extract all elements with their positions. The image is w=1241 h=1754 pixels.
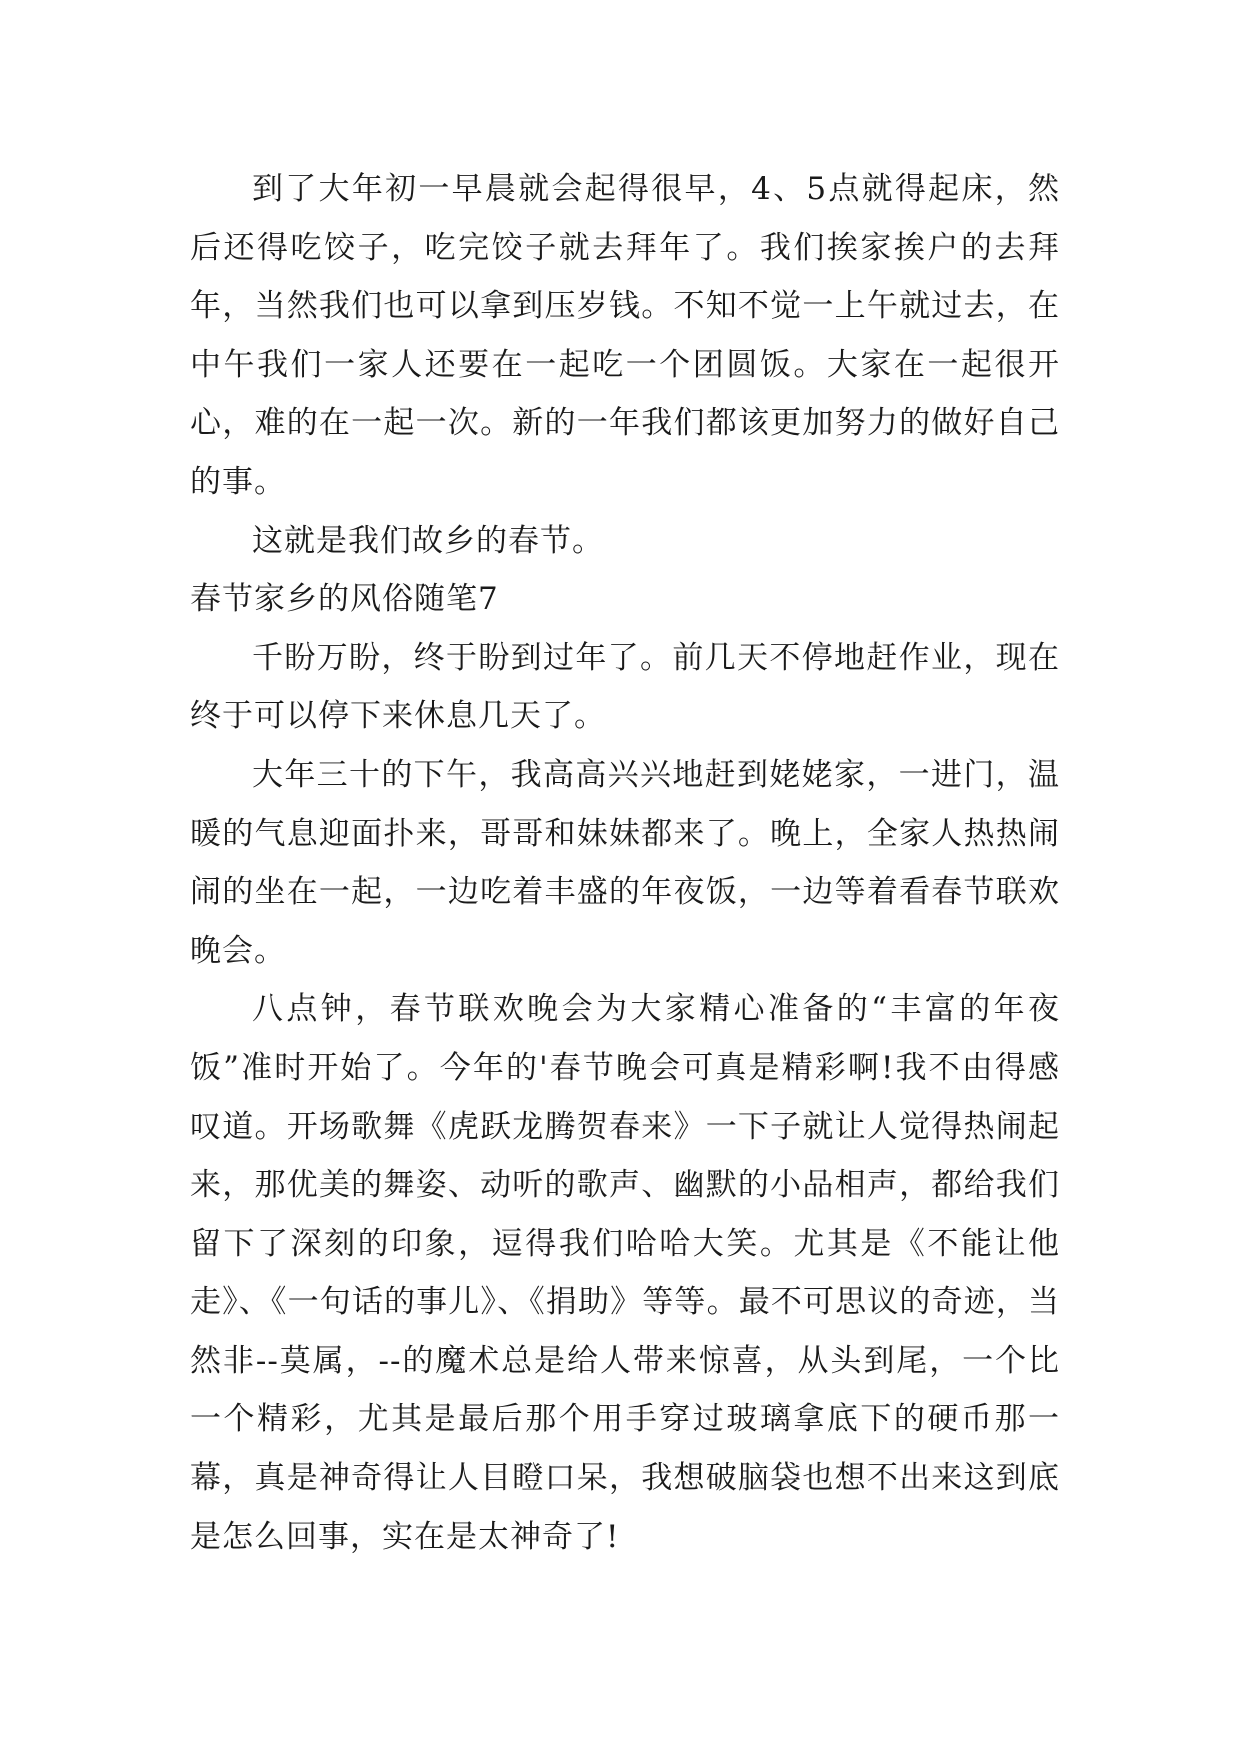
paragraph-new-years-eve: 大年三十的下午，我高高兴兴地赶到姥姥家，一进门，温暖的气息迎面扑来，哥哥和妹妹都来了。晚上，全家人热热闹闹的坐在一起，一边吃着丰盛的年夜饭，一边等着看春节联欢晚会。 (190, 756, 1060, 969)
section-heading: 春节家乡的风俗随笔7 (190, 581, 499, 618)
paragraph-hometown-spring-festival: 这就是我们故乡的春节。 (252, 522, 604, 559)
paragraph-waiting-for-new-year: 千盼万盼，终于盼到过年了。前几天不停地赶作业，现在终于可以停下来休息几天了。 (190, 639, 1060, 735)
paragraph-new-year-morning: 到了大年初一早晨就会起得很早，4、5点就得起床，然后还得吃饺子，吃完饺子就去拜年了。我们挨家挨户的去拜年，当然我们也可以拿到压岁钱。不知不觉一上午就过去，在中午我们一家人还要在一起吃一个团圆饭。大家在一起很开心，难的在一起一次。新的一年我们都该更加努力的做好自己的事。 (190, 171, 1060, 500)
paragraph-spring-gala: 八点钟，春节联欢晚会为大家精心准备的“丰富的年夜饭”准时开始了。今年的'春节晚会可真是精彩啊!我不由得感叹道。开场歌舞《虎跃龙腾贺春来》一下子就让人觉得热闹起来，那优美的舞姿、动听的歌声、幽默的小品相声，都给我们留下了深刻的印象，逗得我们哈哈大笑。尤其是《不能让他走》、《一句话的事儿》、《捐助》等等。最不可思议的奇迹，当然非--莫属，--的魔术总是给人带来惊喜，从头到尾，一个比一个精彩，尤其是最后那个用手穿过玻璃拿底下的硬币那一幕，真是神奇得让人目瞪口呆，我想破脑袋也想不出来这到底是怎么回事，实在是太神奇了! (190, 991, 1060, 1555)
document-body (190, 160, 1060, 1566)
